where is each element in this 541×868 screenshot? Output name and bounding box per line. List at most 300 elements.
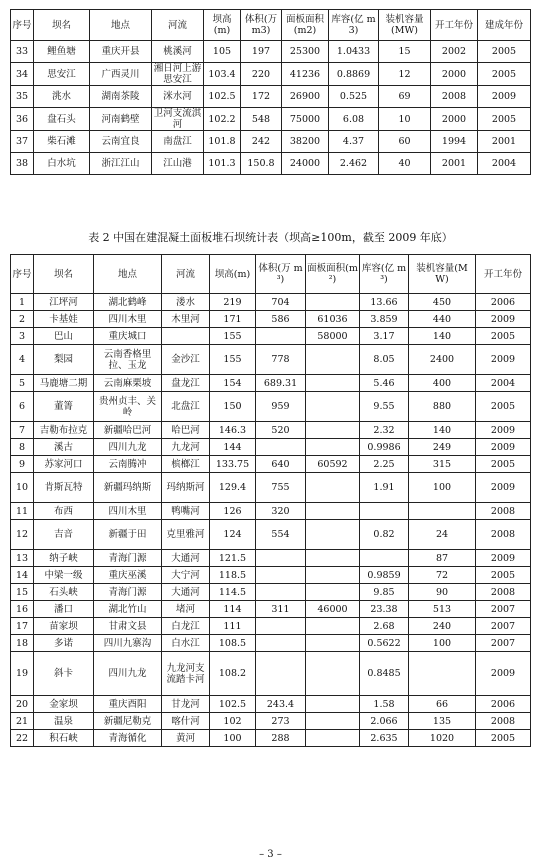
table-cell: 16 <box>11 601 34 618</box>
table-cell <box>306 503 360 520</box>
table-cell: 桃溪河 <box>152 41 204 63</box>
table-cell: 144 <box>210 439 256 456</box>
table-cell: 2009 <box>476 422 531 439</box>
table-cell: 100 <box>409 635 476 652</box>
table-cell <box>256 584 306 601</box>
table-cell: 12 <box>379 63 431 86</box>
table2-caption: 表 2 中国在建混凝土面板堆石坝统计表（坝高≥100m，截至 2009 年底） <box>88 231 453 244</box>
table-cell: 苏家河口 <box>34 456 94 473</box>
table-row <box>11 635 531 652</box>
table-cell: 6.08 <box>329 108 379 131</box>
table-cell: 103.4 <box>204 63 241 86</box>
table-cell: 6 <box>11 392 34 422</box>
table-cell: 2004 <box>478 153 531 175</box>
table-cell: 2009 <box>476 473 531 503</box>
table-cell: 108.2 <box>210 652 256 696</box>
header-cell: 建成年份 <box>478 10 531 41</box>
table-cell: 2001 <box>478 131 531 153</box>
table-cell: 玛纳斯河 <box>162 473 210 503</box>
table-cell <box>306 696 360 713</box>
table-cell: 北盘江 <box>162 392 210 422</box>
page-number: – 3 – <box>259 849 282 860</box>
table-cell: 布西 <box>34 503 94 520</box>
table-cell: 108.5 <box>210 635 256 652</box>
table-cell <box>256 652 306 696</box>
table-cell: 2400 <box>409 345 476 375</box>
table-cell: 100 <box>210 730 256 747</box>
table-cell: 40 <box>379 153 431 175</box>
table-cell: 青海门源 <box>94 550 162 567</box>
header-cell: 序号 <box>11 10 34 41</box>
table-cell: 溇水 <box>162 294 210 311</box>
under-construction-dams-table <box>10 254 531 747</box>
table-cell <box>409 652 476 696</box>
header-cell: 开工年份 <box>431 10 478 41</box>
header-cell: 河流 <box>162 255 210 294</box>
table-cell: 槟榔江 <box>162 456 210 473</box>
table-cell <box>256 618 306 635</box>
table-cell: 689.31 <box>256 375 306 392</box>
table-cell <box>409 503 476 520</box>
table-cell: 154 <box>210 375 256 392</box>
table-cell: 四川九龙 <box>94 439 162 456</box>
table-row <box>11 63 531 86</box>
table-cell: 堵河 <box>162 601 210 618</box>
table-cell: 黄河 <box>162 730 210 747</box>
table-cell: 新疆哈巴河 <box>94 422 162 439</box>
table-cell: 金沙江 <box>162 345 210 375</box>
table-cell: 155 <box>210 345 256 375</box>
table-cell: 315 <box>409 456 476 473</box>
table-cell: 33 <box>11 41 34 63</box>
table-cell: 4 <box>11 345 34 375</box>
table-cell: 9.55 <box>360 392 409 422</box>
table-cell: 17 <box>11 618 34 635</box>
table-cell: 0.82 <box>360 520 409 550</box>
table-cell: 中梁一级 <box>34 567 94 584</box>
header-cell: 地点 <box>90 10 152 41</box>
table-cell: 2.462 <box>329 153 379 175</box>
table-cell: 172 <box>241 86 282 108</box>
table-cell: 2.32 <box>360 422 409 439</box>
table-cell: 白水坑 <box>34 153 90 175</box>
table-cell: 九龙河 <box>162 439 210 456</box>
table-cell: 克里雅河 <box>162 520 210 550</box>
table-cell <box>256 567 306 584</box>
table-cell: 大通河 <box>162 550 210 567</box>
table-cell <box>306 550 360 567</box>
table-cell <box>256 439 306 456</box>
table-cell: 13.66 <box>360 294 409 311</box>
table-cell: 548 <box>241 108 282 131</box>
table-cell: 2005 <box>476 328 531 345</box>
table-cell: 101.8 <box>204 131 241 153</box>
table-cell: 35 <box>11 86 34 108</box>
table-cell: 1994 <box>431 131 478 153</box>
table-cell: 四川九寨沟 <box>94 635 162 652</box>
table-cell <box>306 567 360 584</box>
table-cell: 0.525 <box>329 86 379 108</box>
table-cell: 554 <box>256 520 306 550</box>
table-cell: 219 <box>210 294 256 311</box>
table-cell: 重庆巫溪 <box>94 567 162 584</box>
table-cell: 吉勒布拉克 <box>34 422 94 439</box>
table-row <box>11 696 531 713</box>
header-cell: 体积(万 m3) <box>241 10 282 41</box>
table-cell: 24000 <box>282 153 329 175</box>
table-cell: 2000 <box>431 108 478 131</box>
table-row <box>11 601 531 618</box>
table-cell: 90 <box>409 584 476 601</box>
table-cell: 2006 <box>476 696 531 713</box>
table-cell: 400 <box>409 375 476 392</box>
table-cell: 四川木里 <box>94 311 162 328</box>
table-cell <box>306 713 360 730</box>
table-cell: 880 <box>409 392 476 422</box>
table-cell: 1.0433 <box>329 41 379 63</box>
table-cell: 江坪河 <box>34 294 94 311</box>
table-cell: 129.4 <box>210 473 256 503</box>
table-cell: 34 <box>11 63 34 86</box>
table-cell: 61036 <box>306 311 360 328</box>
header-cell: 序号 <box>11 255 34 294</box>
table-cell <box>306 345 360 375</box>
table-cell: 云南麻栗坡 <box>94 375 162 392</box>
table-cell <box>306 375 360 392</box>
table-cell: 10 <box>379 108 431 131</box>
table-cell <box>256 635 306 652</box>
table-cell: 102 <box>210 713 256 730</box>
table-cell: 梨园 <box>34 345 94 375</box>
table-cell: 220 <box>241 63 282 86</box>
table-cell: 苗家坝 <box>34 618 94 635</box>
table-cell: 66 <box>409 696 476 713</box>
table-cell: 卫河支流淇河 <box>152 108 204 131</box>
table-cell: 959 <box>256 392 306 422</box>
table-cell: 2007 <box>476 618 531 635</box>
table-cell: 喀什河 <box>162 713 210 730</box>
table-cell: 云南宜良 <box>90 131 152 153</box>
header-cell: 库容(亿 m³) <box>360 255 409 294</box>
header-cell: 地点 <box>94 255 162 294</box>
table-row <box>11 584 531 601</box>
table-cell: 云南香格里拉、玉龙 <box>94 345 162 375</box>
header-cell: 坝高(m) <box>204 10 241 41</box>
table-cell: 盘龙江 <box>162 375 210 392</box>
table-cell: 10 <box>11 473 34 503</box>
table-cell: 2009 <box>476 439 531 456</box>
table-cell <box>306 439 360 456</box>
header-cell: 体积(万 m³) <box>256 255 306 294</box>
table-cell: 2008 <box>476 503 531 520</box>
table-cell: 20 <box>11 696 34 713</box>
table-cell: 2008 <box>431 86 478 108</box>
table-row <box>11 713 531 730</box>
table-cell: 22 <box>11 730 34 747</box>
table-cell: 2005 <box>478 41 531 63</box>
table-row <box>11 392 531 422</box>
table-cell: 鲤鱼塘 <box>34 41 90 63</box>
table-cell: 斜卡 <box>34 652 94 696</box>
table-row <box>11 520 531 550</box>
table-cell: 3.17 <box>360 328 409 345</box>
table-cell: 273 <box>256 713 306 730</box>
table-cell: 5 <box>11 375 34 392</box>
table-cell: 140 <box>409 422 476 439</box>
header-cell: 坝高(m) <box>210 255 256 294</box>
table-cell: 2006 <box>476 294 531 311</box>
table-cell: 溪古 <box>34 439 94 456</box>
table-cell: 87 <box>409 550 476 567</box>
table-cell: 9 <box>11 456 34 473</box>
table-cell: 重庆酉阳 <box>94 696 162 713</box>
table-cell: 121.5 <box>210 550 256 567</box>
table-cell: 102.5 <box>210 696 256 713</box>
table-cell <box>256 550 306 567</box>
table-cell: 哈巴河 <box>162 422 210 439</box>
table-row <box>11 375 531 392</box>
table-cell <box>306 584 360 601</box>
table-cell: 37 <box>11 131 34 153</box>
table-cell: 南盘江 <box>152 131 204 153</box>
table-cell: 0.5622 <box>360 635 409 652</box>
table-cell: 155 <box>210 328 256 345</box>
table-row <box>11 153 531 175</box>
table-cell: 8 <box>11 439 34 456</box>
table-cell: 2.066 <box>360 713 409 730</box>
table-cell: 大通河 <box>162 584 210 601</box>
table-cell: 25300 <box>282 41 329 63</box>
table-cell: 马鹿塘二期 <box>34 375 94 392</box>
table-cell: 60592 <box>306 456 360 473</box>
table-cell: 3.859 <box>360 311 409 328</box>
table-cell: 鸭嘴河 <box>162 503 210 520</box>
table-cell: 九龙河支流踏卡河 <box>162 652 210 696</box>
table-cell: 2009 <box>476 550 531 567</box>
table-cell <box>360 503 409 520</box>
table-cell: 320 <box>256 503 306 520</box>
table-cell: 249 <box>409 439 476 456</box>
table-cell: 0.8485 <box>360 652 409 696</box>
table-cell: 2005 <box>478 63 531 86</box>
table-cell: 23.38 <box>360 601 409 618</box>
header-cell: 开工年份 <box>476 255 531 294</box>
table-cell: 2005 <box>476 392 531 422</box>
table-cell: 114.5 <box>210 584 256 601</box>
table-row <box>11 311 531 328</box>
table-cell: 温泉 <box>34 713 94 730</box>
table-cell: 171 <box>210 311 256 328</box>
table-cell: 242 <box>241 131 282 153</box>
table-cell: 2005 <box>478 108 531 131</box>
table-cell: 2008 <box>476 520 531 550</box>
table-cell: 0.8869 <box>329 63 379 86</box>
table-cell: 1.58 <box>360 696 409 713</box>
header-cell: 河流 <box>152 10 204 41</box>
table-cell: 潘口 <box>34 601 94 618</box>
table-row <box>11 473 531 503</box>
table-cell: 盘石头 <box>34 108 90 131</box>
table-cell: 2000 <box>431 63 478 86</box>
table-cell: 8.05 <box>360 345 409 375</box>
table-cell: 卡基娃 <box>34 311 94 328</box>
table-cell: 云南腾冲 <box>94 456 162 473</box>
table-cell: 140 <box>409 328 476 345</box>
table-cell: 2.635 <box>360 730 409 747</box>
table-row <box>11 41 531 63</box>
header-row <box>11 10 531 41</box>
table-row <box>11 439 531 456</box>
table-cell <box>306 392 360 422</box>
table-cell: 1020 <box>409 730 476 747</box>
table-row <box>11 456 531 473</box>
table-cell: 广西灵川 <box>90 63 152 86</box>
table-cell: 木里河 <box>162 311 210 328</box>
table-cell: 洣水河 <box>152 86 204 108</box>
table-cell: 60 <box>379 131 431 153</box>
table-cell: 7 <box>11 422 34 439</box>
table-cell <box>306 618 360 635</box>
table-cell: 0.9859 <box>360 567 409 584</box>
table-cell: 1 <box>11 294 34 311</box>
table-cell: 重庆城口 <box>94 328 162 345</box>
table-cell: 2009 <box>476 652 531 696</box>
table-cell: 湘日河上游思安江 <box>152 63 204 86</box>
table-cell <box>360 550 409 567</box>
table-cell: 13 <box>11 550 34 567</box>
table-cell <box>162 328 210 345</box>
table-cell: 2004 <box>476 375 531 392</box>
table-cell: 金家坝 <box>34 696 94 713</box>
table-cell: 甘龙河 <box>162 696 210 713</box>
table-cell: 778 <box>256 345 306 375</box>
table-cell: 2008 <box>476 584 531 601</box>
table-cell: 2007 <box>476 635 531 652</box>
table-cell <box>306 730 360 747</box>
table-cell <box>306 473 360 503</box>
table-row <box>11 345 531 375</box>
table-cell: 0.9986 <box>360 439 409 456</box>
table-cell: 72 <box>409 567 476 584</box>
table-cell: 146.3 <box>210 422 256 439</box>
table-cell: 积石峡 <box>34 730 94 747</box>
table-row <box>11 131 531 153</box>
table-cell: 18 <box>11 635 34 652</box>
table-row <box>11 503 531 520</box>
table-cell: 2001 <box>431 153 478 175</box>
table-cell: 38 <box>11 153 34 175</box>
completed-dams-table <box>10 9 531 175</box>
table-cell: 101.3 <box>204 153 241 175</box>
table-row <box>11 108 531 131</box>
table-cell: 197 <box>241 41 282 63</box>
table-row <box>11 730 531 747</box>
table-cell: 纳子峡 <box>34 550 94 567</box>
table-cell: 甘肃文县 <box>94 618 162 635</box>
table-row <box>11 294 531 311</box>
table-cell: 9.85 <box>360 584 409 601</box>
table-cell: 150.8 <box>241 153 282 175</box>
table-cell: 白水江 <box>162 635 210 652</box>
table-cell: 24 <box>409 520 476 550</box>
table-cell: 重庆开县 <box>90 41 152 63</box>
table-cell: 2008 <box>476 713 531 730</box>
table-cell: 640 <box>256 456 306 473</box>
table-cell: 513 <box>409 601 476 618</box>
table-cell: 石头峡 <box>34 584 94 601</box>
table-row <box>11 328 531 345</box>
table-cell: 75000 <box>282 108 329 131</box>
table-cell: 青海循化 <box>94 730 162 747</box>
table-row <box>11 652 531 696</box>
table-cell: 2007 <box>476 601 531 618</box>
table-cell: 浙江江山 <box>90 153 152 175</box>
table-cell: 11 <box>11 503 34 520</box>
table-cell: 111 <box>210 618 256 635</box>
table-cell: 2005 <box>476 456 531 473</box>
header-cell: 坝名 <box>34 255 94 294</box>
table-cell <box>306 422 360 439</box>
table-cell: 58000 <box>306 328 360 345</box>
table-cell: 36 <box>11 108 34 131</box>
table-row <box>11 86 531 108</box>
header-cell: 装机容量(MW) <box>409 255 476 294</box>
table-cell: 四川木里 <box>94 503 162 520</box>
table-cell: 69 <box>379 86 431 108</box>
table-cell: 2009 <box>476 345 531 375</box>
table-cell: 19 <box>11 652 34 696</box>
table-cell <box>306 652 360 696</box>
table-cell: 100 <box>409 473 476 503</box>
table-cell: 肯斯瓦特 <box>34 473 94 503</box>
table-cell: 21 <box>11 713 34 730</box>
header-cell: 面板面积(m²) <box>306 255 360 294</box>
table-cell: 12 <box>11 520 34 550</box>
table-cell: 新疆尼勒克 <box>94 713 162 730</box>
table-cell: 洮水 <box>34 86 90 108</box>
table-cell: 102.5 <box>204 86 241 108</box>
table-row <box>11 567 531 584</box>
table-cell <box>306 520 360 550</box>
table-cell: 2.68 <box>360 618 409 635</box>
table-cell: 巴山 <box>34 328 94 345</box>
table-cell: 440 <box>409 311 476 328</box>
table-cell: 126 <box>210 503 256 520</box>
table-cell: 青海门源 <box>94 584 162 601</box>
table-cell: 133.75 <box>210 456 256 473</box>
table-cell: 755 <box>256 473 306 503</box>
table-cell: 41236 <box>282 63 329 86</box>
table-cell: 新疆玛纳斯 <box>94 473 162 503</box>
table-cell: 大宁河 <box>162 567 210 584</box>
table-cell: 150 <box>210 392 256 422</box>
table-cell: 243.4 <box>256 696 306 713</box>
table-cell: 135 <box>409 713 476 730</box>
table-cell: 思安江 <box>34 63 90 86</box>
table-cell: 288 <box>256 730 306 747</box>
table-cell: 26900 <box>282 86 329 108</box>
table-cell: 2009 <box>478 86 531 108</box>
table-cell: 2002 <box>431 41 478 63</box>
table-cell: 湖北竹山 <box>94 601 162 618</box>
table-row <box>11 550 531 567</box>
table-cell: 江山港 <box>152 153 204 175</box>
table-cell: 105 <box>204 41 241 63</box>
table-cell: 102.2 <box>204 108 241 131</box>
table-cell: 520 <box>256 422 306 439</box>
table-cell: 704 <box>256 294 306 311</box>
table-cell: 董箐 <box>34 392 94 422</box>
